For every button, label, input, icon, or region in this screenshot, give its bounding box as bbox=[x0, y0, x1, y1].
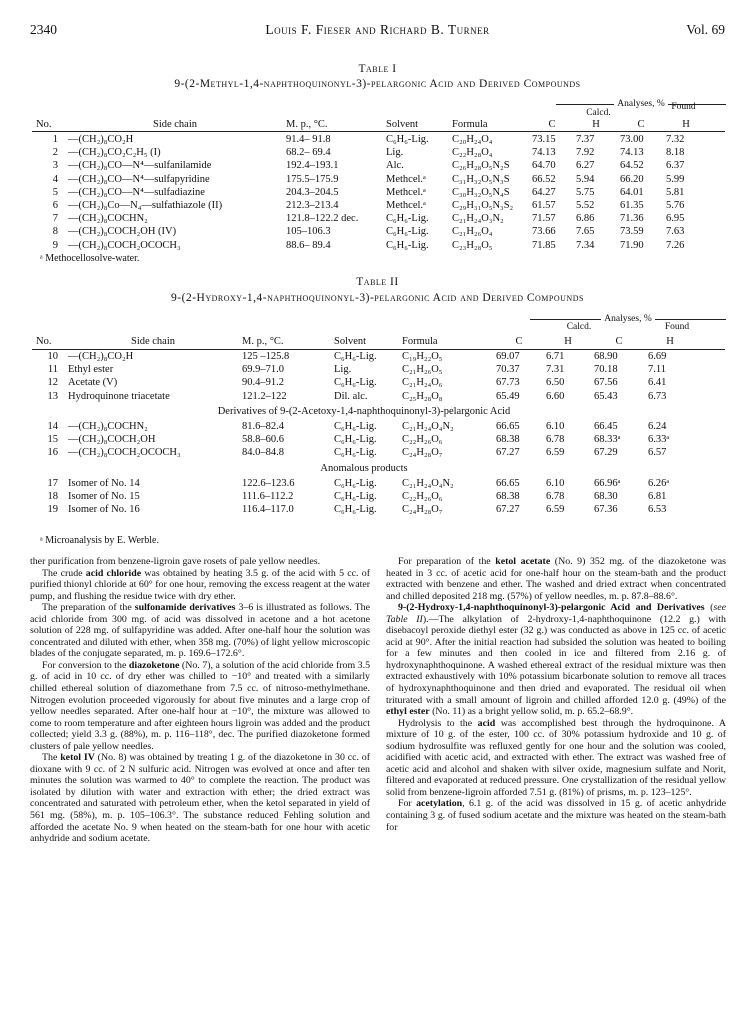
table-cell: —(CH₂)₈COCH₂OH (IV) bbox=[68, 226, 177, 238]
table-cell: 71.90 bbox=[620, 239, 644, 251]
table-cell: 11 bbox=[47, 364, 58, 376]
column-header: H bbox=[564, 336, 572, 348]
group-heading: Anomalous products bbox=[320, 462, 408, 474]
table-cell: 7.34 bbox=[576, 239, 595, 251]
table-cell: 9 bbox=[52, 239, 58, 251]
table-cell: 16 bbox=[47, 447, 58, 459]
table-cell: 64.01 bbox=[620, 186, 644, 198]
table-cell: C₂₂H₂₆O₆ bbox=[402, 434, 443, 446]
table-cell: 73.15 bbox=[532, 134, 556, 145]
table1-analyses-label: Analyses, % bbox=[614, 99, 668, 109]
table2-calcd-label: Calcd. bbox=[566, 322, 592, 332]
text-run: see Table II bbox=[386, 602, 726, 625]
text-run: The bbox=[42, 752, 61, 764]
table1-header-rule bbox=[32, 131, 725, 132]
table-cell: C₂₉H₃₁O₅N₃S₂ bbox=[452, 200, 514, 212]
table-row bbox=[34, 186, 708, 199]
table-cell: 12 bbox=[47, 377, 58, 389]
table-row bbox=[34, 477, 694, 490]
page-number: 2340 bbox=[30, 22, 57, 37]
table-row bbox=[34, 212, 708, 225]
table-cell: —(CH₂)₈COCH₂OCOCH₃ bbox=[68, 239, 181, 251]
table-cell: Methcel.ᵃ bbox=[386, 186, 426, 198]
paragraph bbox=[30, 602, 370, 660]
table-cell: C₆H₆-Lig. bbox=[334, 504, 377, 516]
table-cell: 2 bbox=[52, 147, 58, 159]
table-cell: C₂₁H₂₆O₅ bbox=[402, 364, 443, 376]
table-cell: 6.59 bbox=[546, 447, 565, 459]
table-cell: 69.07 bbox=[496, 351, 520, 362]
table-cell: Acetate (V) bbox=[68, 377, 118, 389]
table-cell: 69.9–71.0 bbox=[242, 364, 284, 376]
table-cell: —(CH₂)₈CO—N⁴—sulfadiazine bbox=[68, 186, 205, 198]
paragraph bbox=[386, 556, 726, 602]
column-header: No. bbox=[36, 119, 52, 131]
table-cell: 5.52 bbox=[576, 200, 595, 212]
paragraph bbox=[386, 718, 726, 799]
text-run: 3–6 is illustrated as follows. The acid chloride from 300 mg. of acid was dissolved in acetone and a hot acetone solution of 228 mg. of sulfapyridine was added. After one-half hour the solution was concentrated and diluted with ether, when 358 mg. (70%) of light yellow microscopic blades of the conjugate separated, m. p. 169.6–172.6°. bbox=[30, 602, 370, 660]
text-run: For preparation of the bbox=[398, 556, 496, 567]
table-cell: 6.53 bbox=[648, 504, 667, 516]
table-cell: C₂₁H₂₆O₄ bbox=[452, 226, 493, 238]
table-cell: 18 bbox=[47, 491, 58, 503]
table-cell: C₆H₆-Lig. bbox=[334, 477, 377, 489]
table-cell: 66.45 bbox=[594, 421, 618, 433]
table-cell: 6.50 bbox=[546, 377, 565, 389]
column-header: H bbox=[682, 119, 690, 131]
group-row bbox=[34, 403, 694, 420]
table-cell: 68.90 bbox=[594, 351, 618, 362]
table-cell: 6.27 bbox=[576, 160, 595, 172]
table-cell: C₆H₆-Lig. bbox=[386, 213, 429, 225]
table-cell: 116.4–117.0 bbox=[242, 504, 294, 516]
table-cell: —(CH₂)₈COCH₂OCOCH₃ bbox=[68, 447, 181, 459]
table-cell: 7.32 bbox=[666, 134, 685, 145]
table-cell: 175.5–175.9 bbox=[286, 173, 339, 185]
column-header: Side chain bbox=[130, 336, 176, 348]
table-row bbox=[34, 350, 694, 363]
table2-found-label: Found bbox=[664, 322, 690, 332]
table-cell: 17 bbox=[47, 477, 58, 489]
table-row bbox=[34, 133, 708, 146]
table-cell: 6.81 bbox=[648, 491, 667, 503]
table-cell: 5 bbox=[52, 186, 58, 198]
table-cell: Methcel.ᵃ bbox=[386, 173, 426, 185]
table-cell: 68.38 bbox=[496, 491, 520, 503]
table-cell: C₂₅H₂₈O₈ bbox=[402, 390, 443, 402]
table2-header-rule bbox=[32, 349, 725, 350]
table-cell: 6.37 bbox=[666, 160, 685, 172]
table-cell: 73.00 bbox=[620, 134, 644, 145]
table-cell: 91.4– 91.8 bbox=[286, 134, 331, 145]
text-run: ).—The alkylation of 2-hydroxy-1,4-naphthoquinone (12.2 g.) with disebacoyl peroxide diethyl ester (32 g.) was conducted as above in 125 cc. of acetic acid at 90°. After the initial reaction had subsided the solution was heated to boiling for a few minutes and then cooled in ice and filtered from 2.16 g. of hydroxynaphthoquinone. A washed ethereal extract of the residual mixture was then extracted exhaustively with 10% potassium bicarbonate solution to remove all traces of hydroxynaphthoquinone and then dried and evaporated. The residual oil when triturated with a small amount of ligroin and chilled afforded 12.0 g. (49%) of the bbox=[386, 613, 726, 706]
table-cell: —(CH₂)₈Co—N₄—sulfathiazole (II) bbox=[68, 200, 223, 212]
table-cell: Alc. bbox=[386, 160, 404, 172]
body-right-column bbox=[386, 556, 726, 833]
column-header: Side chain bbox=[152, 119, 198, 131]
table-cell: C₂₃H₂₈O₅ bbox=[452, 239, 493, 251]
table-row bbox=[34, 225, 708, 238]
table-cell: C₂₂H₂₆O₆ bbox=[402, 491, 443, 503]
text-run: (No. 11) as a bright yellow solid, m. p. 65.2–68.9°. bbox=[429, 706, 634, 718]
table-cell: Methcel.ᵃ bbox=[386, 200, 426, 212]
table-cell: 6.69 bbox=[648, 351, 667, 362]
table-cell: 15 bbox=[47, 434, 58, 446]
table-row bbox=[34, 376, 694, 389]
table-cell: 121.2–122 bbox=[242, 390, 287, 402]
column-header: C bbox=[515, 336, 523, 348]
table-cell: 4 bbox=[52, 173, 58, 185]
table-cell: 7.65 bbox=[576, 226, 595, 238]
table-cell: 10 bbox=[47, 351, 58, 362]
table-cell: C₂₄H₂₈O₇ bbox=[402, 504, 443, 516]
paragraph bbox=[30, 660, 370, 752]
table1-footnote: ᵃ Methocellosolve-water. bbox=[40, 253, 140, 264]
table-cell: 121.8–122.2 dec. bbox=[286, 213, 359, 225]
table-row bbox=[34, 490, 694, 503]
table-cell: 6.41 bbox=[648, 377, 667, 389]
table-cell: 6.78 bbox=[546, 434, 565, 446]
table-cell: 66.65 bbox=[496, 477, 520, 489]
column-header: C bbox=[615, 336, 623, 348]
bold-term: acid chloride bbox=[85, 567, 142, 579]
volume-label: Vol. 69 bbox=[686, 22, 725, 37]
table-cell: —(CH₂)₈CO₂H bbox=[68, 351, 134, 362]
table-row bbox=[34, 503, 694, 516]
table-cell: 67.36 bbox=[594, 504, 618, 516]
table-cell: 66.65 bbox=[496, 421, 520, 433]
table-row bbox=[34, 433, 694, 446]
table-cell: 8.18 bbox=[666, 147, 685, 159]
bold-term: acetylation bbox=[416, 798, 463, 810]
table-cell: 6.57 bbox=[648, 447, 667, 459]
bold-term: 9-(2-Hydroxy-1,4-naphthoquinonyl-3)-pelargonic Acid and Derivatives bbox=[398, 602, 705, 614]
table-row bbox=[34, 420, 694, 433]
table-cell: 6.95 bbox=[666, 213, 685, 225]
header-row bbox=[34, 334, 694, 350]
text-run: (No. 9) 352 mg. of the diazoketone was heated in 3 cc. of acetic acid for one-half hour on the steam-bath and the product extracted with benzene and ether. The washed and dried extract when concentrated and chilled deposited 218 mg. (57%) of yellow needles, m. p. 87.8–88.6°. bbox=[386, 556, 726, 602]
table-cell: 8 bbox=[52, 226, 58, 238]
table-cell: 6.86 bbox=[576, 213, 595, 225]
paragraph bbox=[30, 556, 370, 568]
text-run: The crude bbox=[42, 567, 86, 579]
table-cell: 7.92 bbox=[576, 147, 595, 159]
column-header: C bbox=[548, 119, 556, 131]
table-cell: 14 bbox=[47, 421, 58, 433]
paragraph bbox=[386, 602, 726, 717]
table-cell: Hydroquinone triacetate bbox=[68, 390, 170, 402]
table-cell: 13 bbox=[47, 390, 58, 402]
table-cell: 66.96ᵃ bbox=[594, 477, 621, 489]
table1-caption bbox=[30, 63, 725, 90]
table1 bbox=[34, 117, 708, 252]
column-header: Solvent bbox=[334, 336, 367, 348]
table-cell: 6.33ᵃ bbox=[648, 434, 670, 446]
table-cell: 19 bbox=[47, 504, 58, 516]
text-run: Hydrolysis to the bbox=[398, 717, 478, 729]
text-run: For bbox=[398, 798, 417, 810]
table-cell: C₂₁H₂₄O₄N₂ bbox=[402, 477, 454, 489]
table1-title: 9-(2-Methyl-1,4-naphthoquinonyl-3)-pelargonic Acid and Derived Compounds bbox=[174, 78, 581, 90]
table-cell: 7.31 bbox=[546, 364, 565, 376]
table-cell: 67.56 bbox=[594, 377, 618, 389]
table-cell: C₂₁H₂₄O₃N₂ bbox=[452, 213, 504, 225]
text-run: (No. 8) was obtained by treating 1 g. of the diazoketone in 30 cc. of dioxane with 9 cc. of 2 N sulfuric acid. Nitrogen was evolved at once and after ten minutes the solution was warmed to 40° to complete the reaction. The product was isolated by dilution with water and extraction with ether; the dried extract was concentrated and saturated with petroleum ether, when the ketol separated in yield of 561 mg. (58%), m. p. 105–106.3°. The substance reduced Fehling solution and afforded the acetate No. 9 when heated on the steam-bath for one hour with acetic anhydride and sodium acetate. bbox=[30, 752, 371, 845]
text-run: was obtained by heating 3.5 g. of the acid with 5 cc. of purified thionyl chloride at 60° for one hour, removing the excess reagent at the water pump, and flushing the residue twice with dry ether. bbox=[30, 567, 370, 602]
table-cell: 64.27 bbox=[532, 186, 556, 198]
table-cell: 68.30 bbox=[594, 491, 618, 503]
table-cell: 7.26 bbox=[666, 239, 685, 251]
table-row bbox=[34, 146, 708, 159]
text-run: was accomplished best through the hydroquinone. A mixture of 10 g. of the ester, 100 cc. of 30% potassium hydroxide and 10 g. of sodium hydrosulfite was refluxed gently for one hour and the solution was cooled, acidified with acetic acid, and extracted with ether. The extract was washed free of acetic acid and alcohol and shaken with silver oxide, magnesium sulfate and Norit, filtered and evaporated at reduced pressure. One crystallization of the residual yellow solid from benzene-ligroin afforded 7.51 g. (81%) of prisms, m. p. 123–125°. bbox=[386, 717, 727, 798]
table-cell: 65.49 bbox=[496, 390, 520, 402]
table-cell: 1 bbox=[52, 134, 58, 145]
table-cell: 61.35 bbox=[620, 200, 644, 212]
table-cell: 5.76 bbox=[666, 200, 685, 212]
text-run: ther purification from benzene-ligroin gave rosets of pale yellow needles. bbox=[30, 556, 321, 567]
table-row bbox=[34, 446, 694, 459]
table-cell: 70.37 bbox=[496, 364, 520, 376]
table-cell: 61.57 bbox=[532, 200, 556, 212]
table-cell: 84.0–84.8 bbox=[242, 447, 284, 459]
table-cell: 74.13 bbox=[532, 147, 556, 159]
table-cell: —(CH₂)₈CO₂C₂H₅ (I) bbox=[68, 147, 161, 159]
paragraph bbox=[386, 798, 726, 833]
table-cell: 5.75 bbox=[576, 186, 595, 198]
table-cell: 192.4–193.1 bbox=[286, 160, 339, 172]
table-cell: C₆H₆-Lig. bbox=[334, 351, 377, 362]
column-header: M. p., °C. bbox=[286, 119, 328, 131]
table-cell: C₆H₆-Lig. bbox=[334, 447, 377, 459]
running-authors: Louis F. Fieser and Richard B. Turner bbox=[265, 22, 490, 37]
table-cell: 5.94 bbox=[576, 173, 595, 185]
table-cell: 64.52 bbox=[620, 160, 644, 172]
table-cell: C₆H₆-Lig. bbox=[386, 134, 429, 145]
column-header: No. bbox=[36, 336, 52, 348]
table-row bbox=[34, 239, 708, 252]
running-header bbox=[30, 22, 725, 42]
table-cell: Isomer of No. 15 bbox=[68, 491, 140, 503]
table-cell: —(CH₂)₈COCH₂OH bbox=[68, 434, 156, 446]
table-cell: C₆H₆-Lig. bbox=[334, 434, 377, 446]
table2-title: 9-(2-Hydroxy-1,4-naphthoquinonyl-3)-pelargonic Acid and Derived Compounds bbox=[171, 292, 584, 304]
bold-term: diazoketone bbox=[128, 659, 180, 671]
table-cell: 67.27 bbox=[496, 504, 520, 516]
table-cell: 88.6– 89.4 bbox=[286, 239, 331, 251]
table-cell: 67.73 bbox=[496, 377, 520, 389]
table-cell: 81.6–82.4 bbox=[242, 421, 284, 433]
table-cell: C₂₂H₂₈O₄ bbox=[452, 147, 493, 159]
column-header: Formula bbox=[402, 336, 438, 348]
table2-footnote: ᵃ Microanalysis by E. Werble. bbox=[40, 535, 159, 546]
table-cell: 6.24 bbox=[648, 421, 667, 433]
group-heading: Derivatives of 9-(2-Acetoxy-1,4-naphthoquinonyl-3)-pelargonic Acid bbox=[217, 405, 511, 417]
table-cell: Lig. bbox=[386, 147, 404, 159]
table-cell: 7.63 bbox=[666, 226, 685, 238]
table-cell: C₂₄H₂₈O₇ bbox=[402, 447, 443, 459]
table-cell: 74.13 bbox=[620, 147, 644, 159]
table-cell: 6.60 bbox=[546, 390, 565, 402]
table-cell: 125 –125.8 bbox=[242, 351, 290, 362]
table-cell: 68.33ᵃ bbox=[594, 434, 621, 446]
table-row bbox=[34, 390, 694, 403]
table-cell: 3 bbox=[52, 160, 58, 172]
table1-label: Table I bbox=[358, 63, 397, 75]
table-cell: C₂₁H₂₄O₄N₂ bbox=[402, 421, 454, 433]
column-header: H bbox=[666, 336, 674, 348]
bold-term: ketol acetate bbox=[495, 556, 551, 567]
table-cell: C₃₀H₃₂O₅N₄S bbox=[452, 186, 510, 198]
table-cell: 71.57 bbox=[532, 213, 556, 225]
table-cell: 71.85 bbox=[532, 239, 556, 251]
table-cell: 6 bbox=[52, 200, 58, 212]
bold-term: acid bbox=[477, 717, 496, 729]
table2 bbox=[34, 334, 694, 516]
table2-label: Table II bbox=[356, 276, 399, 288]
text-run: , 6.1 g. of the acid was dissolved in 15 g. of acetic anhydride containing 3 g. of fused sodium acetate and the mixture was heated on the steam-bath for bbox=[386, 798, 727, 833]
text-run: For conversion to the bbox=[42, 659, 129, 671]
table-cell: 73.59 bbox=[620, 226, 644, 238]
table2-caption bbox=[30, 276, 725, 304]
table-row bbox=[34, 159, 708, 172]
table-cell: C₆H₆-Lig. bbox=[386, 226, 429, 238]
table-row bbox=[34, 363, 694, 376]
column-header: Formula bbox=[452, 119, 488, 131]
table-cell: C₁₉H₂₂O₅ bbox=[402, 351, 443, 362]
table-cell: 5.99 bbox=[666, 173, 685, 185]
group-row bbox=[34, 460, 694, 477]
table-cell: C₆H₆-Lig. bbox=[386, 239, 429, 251]
table-cell: 6.26ᵃ bbox=[648, 477, 670, 489]
column-header: M. p., °C. bbox=[242, 336, 284, 348]
table-cell: C₆H₆-Lig. bbox=[334, 377, 377, 389]
table-cell: 6.71 bbox=[546, 351, 565, 362]
table-cell: 6.59 bbox=[546, 504, 565, 516]
body-left-column bbox=[30, 556, 370, 845]
table-cell: 204.3–204.5 bbox=[286, 186, 339, 198]
paragraph bbox=[30, 752, 370, 844]
table-cell: 105–106.3 bbox=[286, 226, 331, 238]
table-cell: 6.10 bbox=[546, 421, 565, 433]
table-cell: 67.29 bbox=[594, 447, 618, 459]
table-cell: —(CH₂)₈COCHN₂ bbox=[68, 421, 148, 433]
table-cell: C₆H₆-Lig. bbox=[334, 421, 377, 433]
table-cell: 6.73 bbox=[648, 390, 667, 402]
table-cell: Lig. bbox=[334, 364, 352, 376]
table-cell: C₂₆H₂₈O₅N₂S bbox=[452, 160, 510, 172]
table-cell: 66.20 bbox=[620, 173, 644, 185]
table-cell: —(CH₂)₈CO—N⁴—sulfanilamide bbox=[68, 160, 212, 172]
text-run: ( bbox=[704, 602, 714, 614]
column-header: H bbox=[592, 119, 600, 131]
table-cell: Dil. alc. bbox=[334, 390, 368, 402]
text-run: (No. 7), a solution of the acid chloride from 3.5 g. of acid in 10 cc. of dry ether was chilled to −10° and treated with a similarly chilled ethereal solution of diazomethane from 7.5 cc. of nitroso-methylmethane. Nitrogen evolution proceeded vigorously for about five minutes and a large crop of yellow needles separated. After one-half hour at −10°, the mixture was allowed to come to room temperature and after eighteen hours ligroin was added and the product collected; yield 3.3 g. (88%), m. p. 116–118°, dec. The purified diazoketone formed clusters of pale yellow needles. bbox=[30, 659, 371, 752]
table-cell: 6.78 bbox=[546, 491, 565, 503]
table-cell: 68.38 bbox=[496, 434, 520, 446]
column-header: Solvent bbox=[386, 119, 419, 131]
table-cell: 6.10 bbox=[546, 477, 565, 489]
table-cell: 71.36 bbox=[620, 213, 644, 225]
bold-term: ethyl ester bbox=[386, 706, 430, 718]
table-cell: C₂₁H₂₄O₆ bbox=[402, 377, 443, 389]
table-cell: Isomer of No. 14 bbox=[68, 477, 140, 489]
table-cell: —(CH₂)₈CO—N⁴—sulfapyridine bbox=[68, 173, 210, 185]
bold-term: sulfonamide derivatives bbox=[134, 602, 236, 614]
table-cell: Ethyl ester bbox=[68, 364, 114, 376]
table-cell: 7 bbox=[52, 213, 58, 225]
table2-analyses-label: Analyses, % bbox=[601, 314, 655, 324]
table-cell: 70.18 bbox=[594, 364, 618, 376]
table-cell: 122.6–123.6 bbox=[242, 477, 295, 489]
table-cell: 65.43 bbox=[594, 390, 618, 402]
table-cell: C₆H₆-Lig. bbox=[334, 491, 377, 503]
table-cell: —(CH₂)₈COCHN₂ bbox=[68, 213, 148, 225]
table-cell: 68.2– 69.4 bbox=[286, 147, 331, 159]
table-row bbox=[34, 199, 708, 212]
table-cell: 67.27 bbox=[496, 447, 520, 459]
table-cell: —(CH₂)₈CO₂H bbox=[68, 134, 134, 145]
bold-term: ketol IV bbox=[60, 752, 95, 764]
table-cell: 66.52 bbox=[532, 173, 556, 185]
text-run: The preparation of the bbox=[42, 602, 135, 614]
table1-calcd-label: Calcd. bbox=[586, 108, 611, 118]
table-cell: Isomer of No. 16 bbox=[68, 504, 140, 516]
table-row bbox=[34, 173, 708, 186]
table-cell: 5.81 bbox=[666, 186, 685, 198]
table-cell: 7.11 bbox=[648, 364, 666, 376]
table-cell: C₃₁H₃₂O₅N₃S bbox=[452, 173, 510, 185]
table-cell: 64.70 bbox=[532, 160, 556, 172]
table-cell: C₂₀H₂₄O₄ bbox=[452, 134, 493, 145]
table-cell: 111.6–112.2 bbox=[242, 491, 294, 503]
table-cell: 73.66 bbox=[532, 226, 556, 238]
column-header: C bbox=[637, 119, 645, 131]
table-cell: 90.4–91.2 bbox=[242, 377, 284, 389]
paragraph bbox=[30, 568, 370, 603]
table1-found-label: Found bbox=[671, 102, 696, 112]
table-cell: 7.37 bbox=[576, 134, 595, 145]
table-cell: 58.8–60.6 bbox=[242, 434, 284, 446]
table-cell: 212.3–213.4 bbox=[286, 200, 339, 212]
